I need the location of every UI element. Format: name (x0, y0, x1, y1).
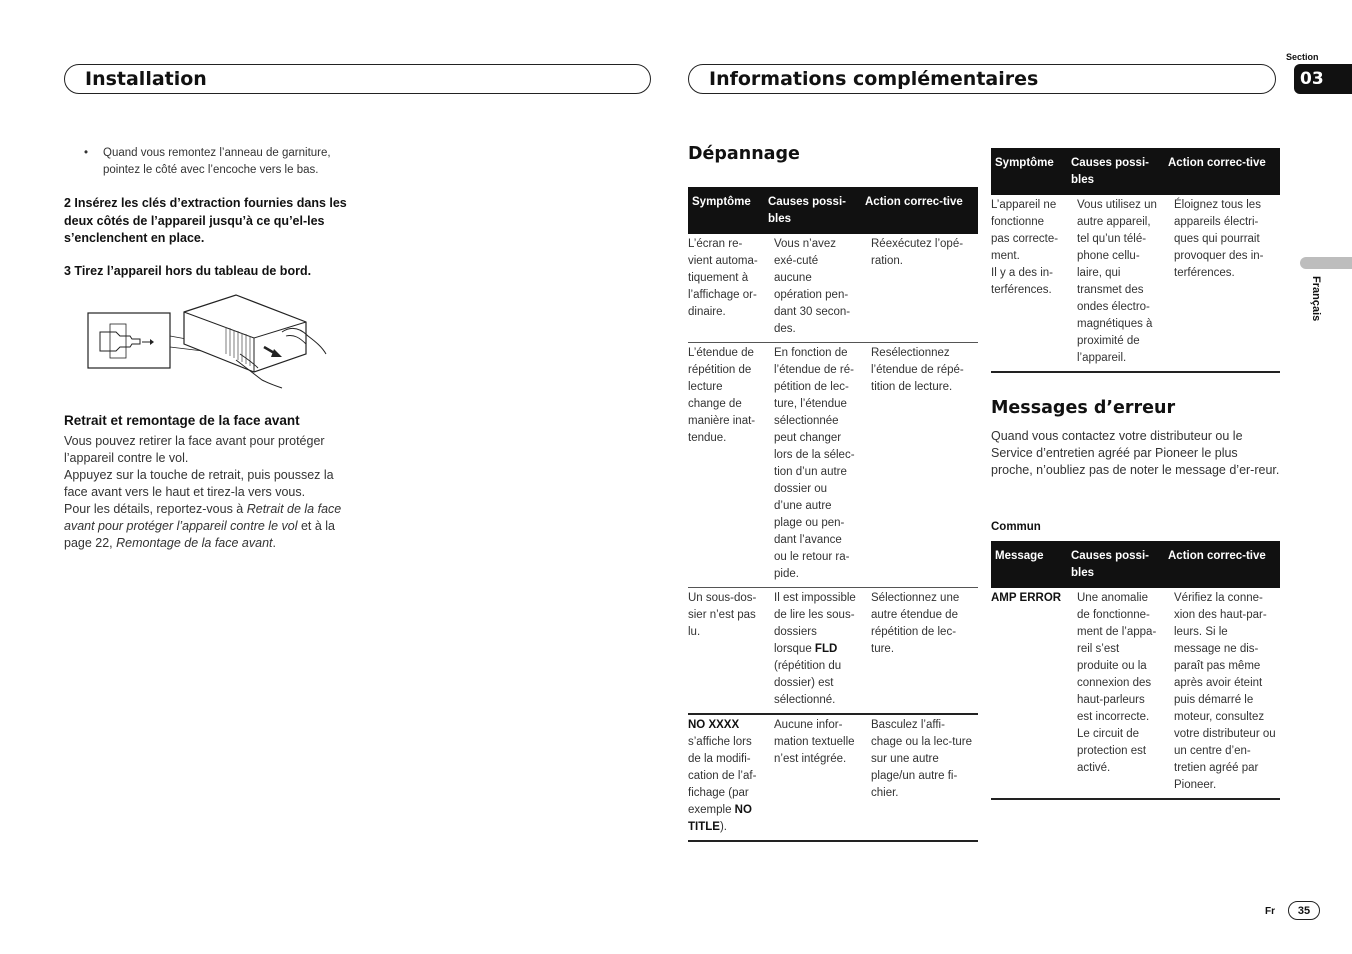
error-messages-heading: Messages d’erreur (991, 398, 1176, 418)
info-title: Informations complémentaires (709, 68, 1039, 90)
front-panel-text (64, 433, 354, 552)
table-row: L’écran re-vient automa-tiquement à l’affichage or-dinaire. Vous n’avez exé-cuté aucune opération pen-dant 30 secon-des. Réexécutez l’opé-ration. (688, 234, 978, 343)
col-causes: Causes possi-bles (1067, 541, 1164, 588)
bullet-text: Quand vous remontez l’anneau de garniture, pointez le côté avec l’encoche vers le bas. (103, 147, 331, 176)
table-row: L’étendue de répétition de lecture change de manière inat-tendue. En fonction de l’étendue de ré-pétition de lec-ture, l’étendue sélectionnée peut changer lors de la sélec-tion d’un autre dossier ou d’une autre plage ou pen-dant l’avance ou le retour ra-pide. Resélectionnez l’étendue de répé-tition de lecture. (688, 343, 978, 588)
info-header (688, 64, 1276, 94)
col-symptom: Symptôme (991, 148, 1067, 195)
troubleshooting-table-continued (991, 148, 1280, 373)
paragraph-2: Appuyez sur la touche de retrait, puis poussez la face avant vers le haut et tirez-la vers vous. (64, 468, 334, 499)
col-symptom: Symptôme (688, 187, 764, 234)
troubleshooting-heading: Dépannage (688, 144, 800, 164)
col-causes: Causes possi-bles (1067, 148, 1164, 195)
col-causes: Causes possi-bles (764, 187, 861, 234)
page-number: 35 (1288, 901, 1320, 920)
col-action: Action correc-tive (1164, 541, 1280, 588)
table-row: Un sous-dos-sier n’est pas lu. Il est impossible de lire les sous-dossiers lorsque FLD (répétition du dossier) est sélectionné. Sélectionnez une autre étendue de répétition de lec-ture. (688, 588, 978, 715)
table-row: AMP ERROR Une anomalie de fonctionne-ment de l’appa-reil s’est produite ou la connexion des haut-parleurs est incorrecte. Le circuit de protection est activé. Vérifiez la conne-xion des haut-par-leurs. Si le message ne dis-paraît pas même après avoir éteint puis démarré le moteur, consultez votre distributeur ou un centre d’en-tretien agréé par Pioneer. (991, 588, 1280, 799)
bullet-dot: • (84, 147, 89, 159)
table-row: L’appareil ne fonctionne pas correcte-ment. Il y a des in-terférences. Vous utilisez un autre appareil, tel qu’un télé-phone cellu-laire, qui transmet des ondes électro-magnétiques à proximité de l’appareil. Éloignez tous les appareils électri-ques qui pourrait provoquer des in-terférences. (991, 195, 1280, 372)
common-subheading: Commun (991, 521, 1041, 533)
extraction-illustration (86, 292, 331, 389)
col-action: Action correc-tive (1164, 148, 1280, 195)
step-3: 3 Tirez l’appareil hors du tableau de bord. (64, 264, 312, 278)
language-label: Français (1310, 276, 1322, 322)
language-tab (1300, 257, 1352, 269)
step-2: 2 Insérez les clés d’extraction fournies dans les deux côtés de l’appareil jusqu’à ce qu’el-les s’enclenchent en place. (64, 196, 347, 245)
footer-language: Fr (1265, 906, 1275, 917)
error-messages-intro: Quand vous contactez votre distributeur ou le Service d’entretien agréé par Pioneer le plus proche, n’oubliez pas de noter le message d’er-reur. (991, 429, 1280, 477)
col-action: Action correc-tive (861, 187, 978, 234)
installation-title: Installation (85, 68, 207, 90)
table-header-row (991, 541, 1280, 588)
section-label: Section (1286, 52, 1319, 62)
table-header-row (688, 187, 978, 234)
error-messages-table (991, 541, 1280, 800)
section-number-badge: 03 (1294, 64, 1352, 94)
paragraph-1: Vous pouvez retirer la face avant pour protéger l’appareil contre le vol. (64, 434, 325, 465)
col-message: Message (991, 541, 1067, 588)
bullet-note (86, 145, 356, 179)
troubleshooting-table (688, 187, 978, 842)
installation-header (64, 64, 651, 94)
paragraph-3: Pour les détails, reportez-vous à Retrait de la face avant pour protéger l’appareil contre le vol et à la page 22, Remontage de la face avant. (64, 502, 342, 550)
front-panel-subheading: Retrait et remontage de la face avant (64, 413, 300, 428)
table-header-row (991, 148, 1280, 195)
table-row: NO XXXX s’affiche lors de la modifi-cation de l’af-fichage (par exemple NO TITLE). Aucune infor-mation textuelle n’est intégrée. Basculez l’affi-chage ou la lec-ture sur une autre plage/un autre fi-chier. (688, 714, 978, 841)
